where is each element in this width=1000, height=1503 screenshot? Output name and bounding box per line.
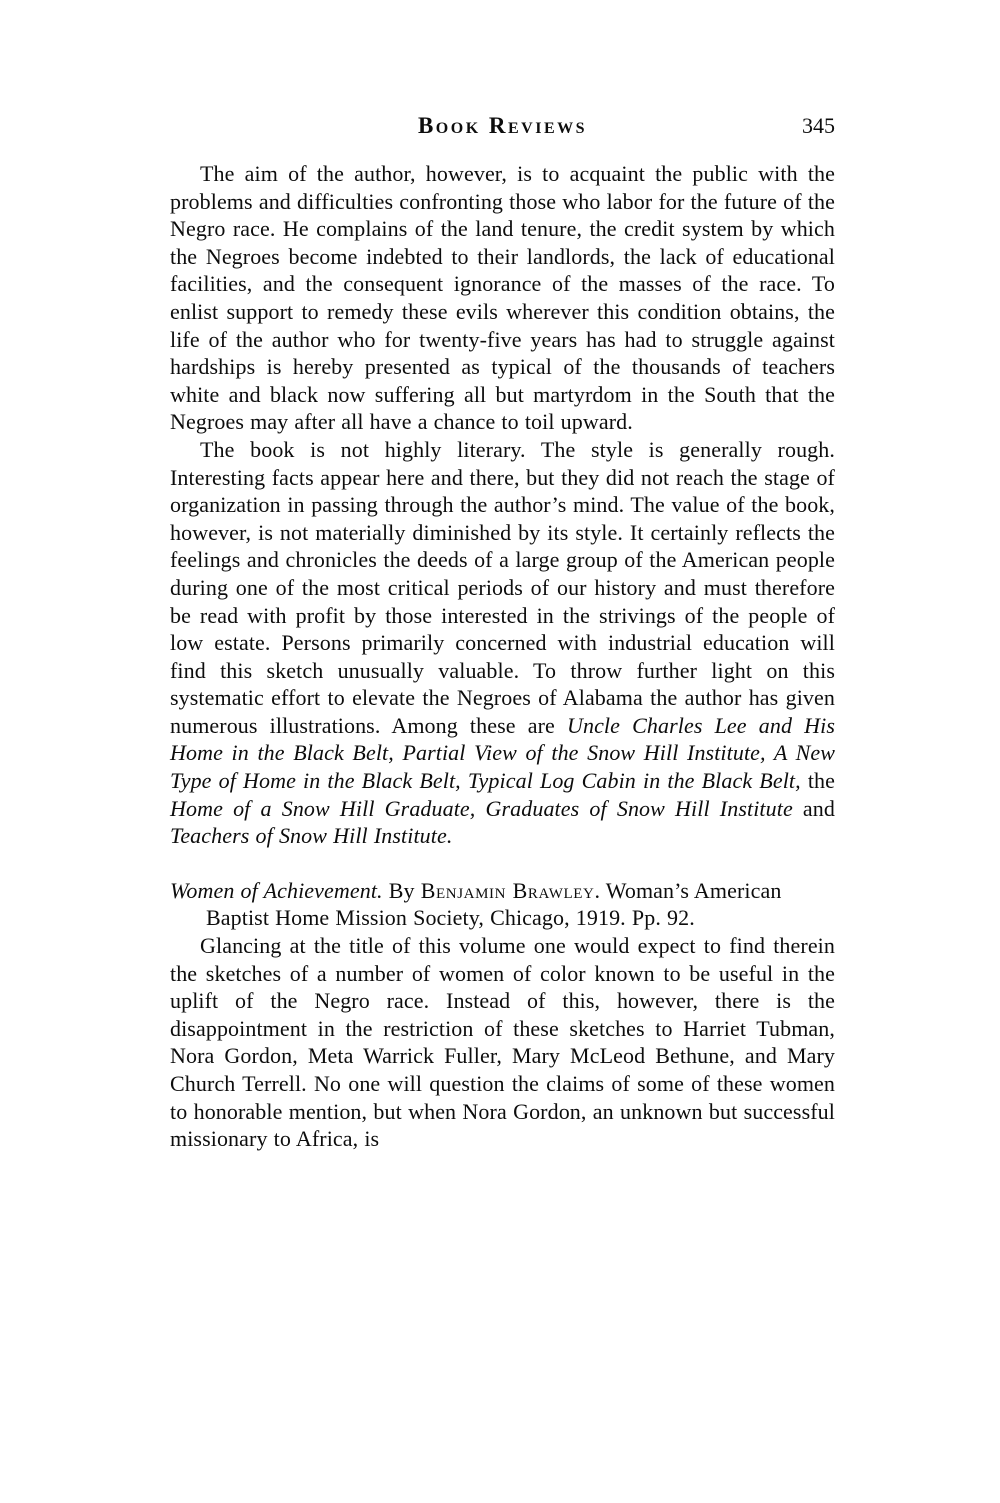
text-segment-normal: and [792,795,835,821]
text-segment-normal: The aim of the author, however, is to acquaint the public with the problems and difficulties confronting those who labor for the future of the Negro race. He complains of the land tenure, the credit system by which the Negroes become indebted to their landlords, the lack of educational facilities, and the consequent ignorance of the masses of the race. To enlist support to remedy these evils wherever this condition obtains, the life of the author who for twenty-five years has had to struggle against hardships is hereby presented as typical of the thousands of teachers white and black now suffering all but martyrdom in the South that the Negroes may after all have a chance to toil upward. [170,161,835,435]
text-segment-smallcaps: Benjamin Brawley [420,877,595,903]
body-paragraph [170,436,835,850]
text-segment-italic: Teachers of Snow Hill Institute. [170,823,453,849]
text-block [170,160,835,1153]
body-paragraph [170,932,835,1153]
text-area [170,112,835,1153]
body-paragraph [170,160,835,436]
text-segment-normal: the [800,768,835,794]
text-segment-italic: Uncle Charles Lee and His Home in the Black Belt, Partial View of the Snow Hill Institute, A New Type of Home in the Black Belt, Typical Log Cabin in the Black Belt, [170,712,835,794]
text-segment-normal: . Woman’s American Baptist Home Mission Society, Chicago, 1919. Pp. 92. [206,877,782,931]
page-number: 345 [802,113,835,138]
text-segment-normal: Glancing at the title of this volume one would expect to find therein the sketches of a number of women of color known to be useful in the uplift of the Negro race. Instead of this, however, there is the disappointment in the restriction of these sketches to Harriet Tubman, Nora Gordon, Meta Warrick Fuller, Mary McLeod Bethune, and Mary Church Terrell. No one will question the claims of some of these women to honorable mention, but when Nora Gordon, an unknown but successful missionary to Africa, is [170,933,835,1152]
text-segment-normal: By [382,877,421,903]
citation-entry [170,877,835,932]
text-segment-italic: Home of a Snow Hill Graduate, Graduates of Snow Hill Institute [170,795,793,821]
text-segment-normal: The book is not highly literary. The style is generally rough. Interesting facts appear here and there, but they did not reach the stage of organization in passing through the author’s mind. The value of the book, however, is not materially diminished by its style. It certainly reflects the feelings and chronicles the deeds of a large group of the American people during one of the most critical periods of our history and must therefore be read with profit by those interested in the strivings of the people of low estate. Persons primarily concerned with industrial education will find this sketch unusually valuable. To throw further light on this systematic effort to elevate the Negroes of Alabama the author has given numerous illustrations. Among these are [170,436,835,738]
page-header [170,112,835,142]
running-title: Book Reviews [417,113,588,138]
text-segment-italic: Women of Achievement. [170,877,383,903]
